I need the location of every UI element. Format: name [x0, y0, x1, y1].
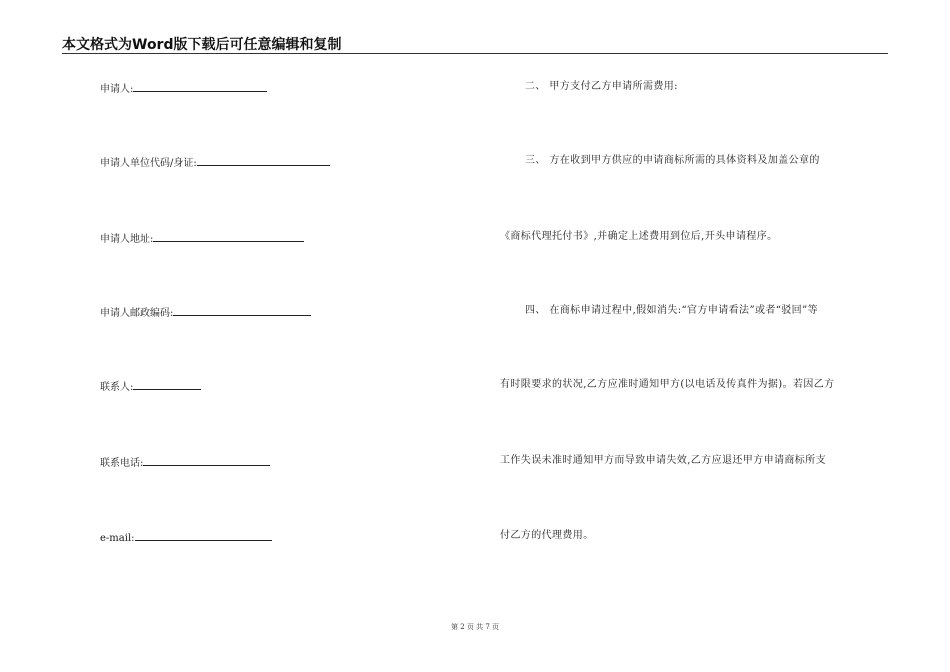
clause-four-line-4: 付乙方的代理费用。 — [500, 530, 594, 541]
applicant-label: 申请人: — [100, 84, 134, 95]
applicant-code-blank — [197, 155, 330, 166]
email-blank — [135, 530, 272, 541]
clause-four-line-1: 四、 在商标申请过程中,假如消失:“官方申请看法”或者“驳回”等 — [525, 305, 818, 316]
email-field — [100, 530, 272, 545]
contact-person-blank — [133, 379, 201, 390]
contact-phone-field — [100, 455, 270, 470]
applicant-field — [100, 81, 267, 96]
clause-three-line-1: 三、 方在收到甲方供应的申请商标所需的具体资料及加盖公章的 — [525, 155, 820, 166]
clause-four-line-2: 有时限要求的状况,乙方应准时通知甲方(以电话及传真件为据)。若因乙方 — [500, 379, 835, 390]
clause-two: 二、 甲方支付乙方申请所需费用: — [525, 81, 678, 92]
clause-four-line-3: 工作失误未准时通知甲方而导致申请失效,乙方应退还甲方申请商标所支 — [500, 455, 826, 466]
applicant-address-label: 申请人地址: — [100, 234, 154, 245]
applicant-postcode-blank — [173, 305, 311, 316]
email-label: e-mail: — [100, 533, 135, 544]
applicant-postcode-field — [100, 305, 311, 320]
applicant-blank — [133, 81, 267, 92]
applicant-address-field — [100, 231, 304, 246]
contact-phone-label: 联系电话: — [100, 458, 144, 469]
contact-phone-blank — [143, 455, 270, 466]
applicant-address-blank — [153, 231, 304, 242]
document-header-title: 本文格式为Word版下载后可任意编辑和复制 — [62, 37, 342, 53]
contact-person-label: 联系人: — [100, 382, 134, 393]
applicant-postcode-label: 申请人邮政编码: — [100, 308, 174, 319]
applicant-code-label: 申请人单位代码/身证: — [100, 158, 197, 169]
page-number: 第 2 页 共 7 页 — [450, 623, 500, 631]
contact-person-field — [100, 379, 201, 394]
clause-three-line-2: 《商标代理托付书》,并确定上述费用到位后,开头申请程序。 — [500, 231, 778, 242]
header-divider — [62, 53, 888, 54]
applicant-code-field — [100, 155, 330, 170]
